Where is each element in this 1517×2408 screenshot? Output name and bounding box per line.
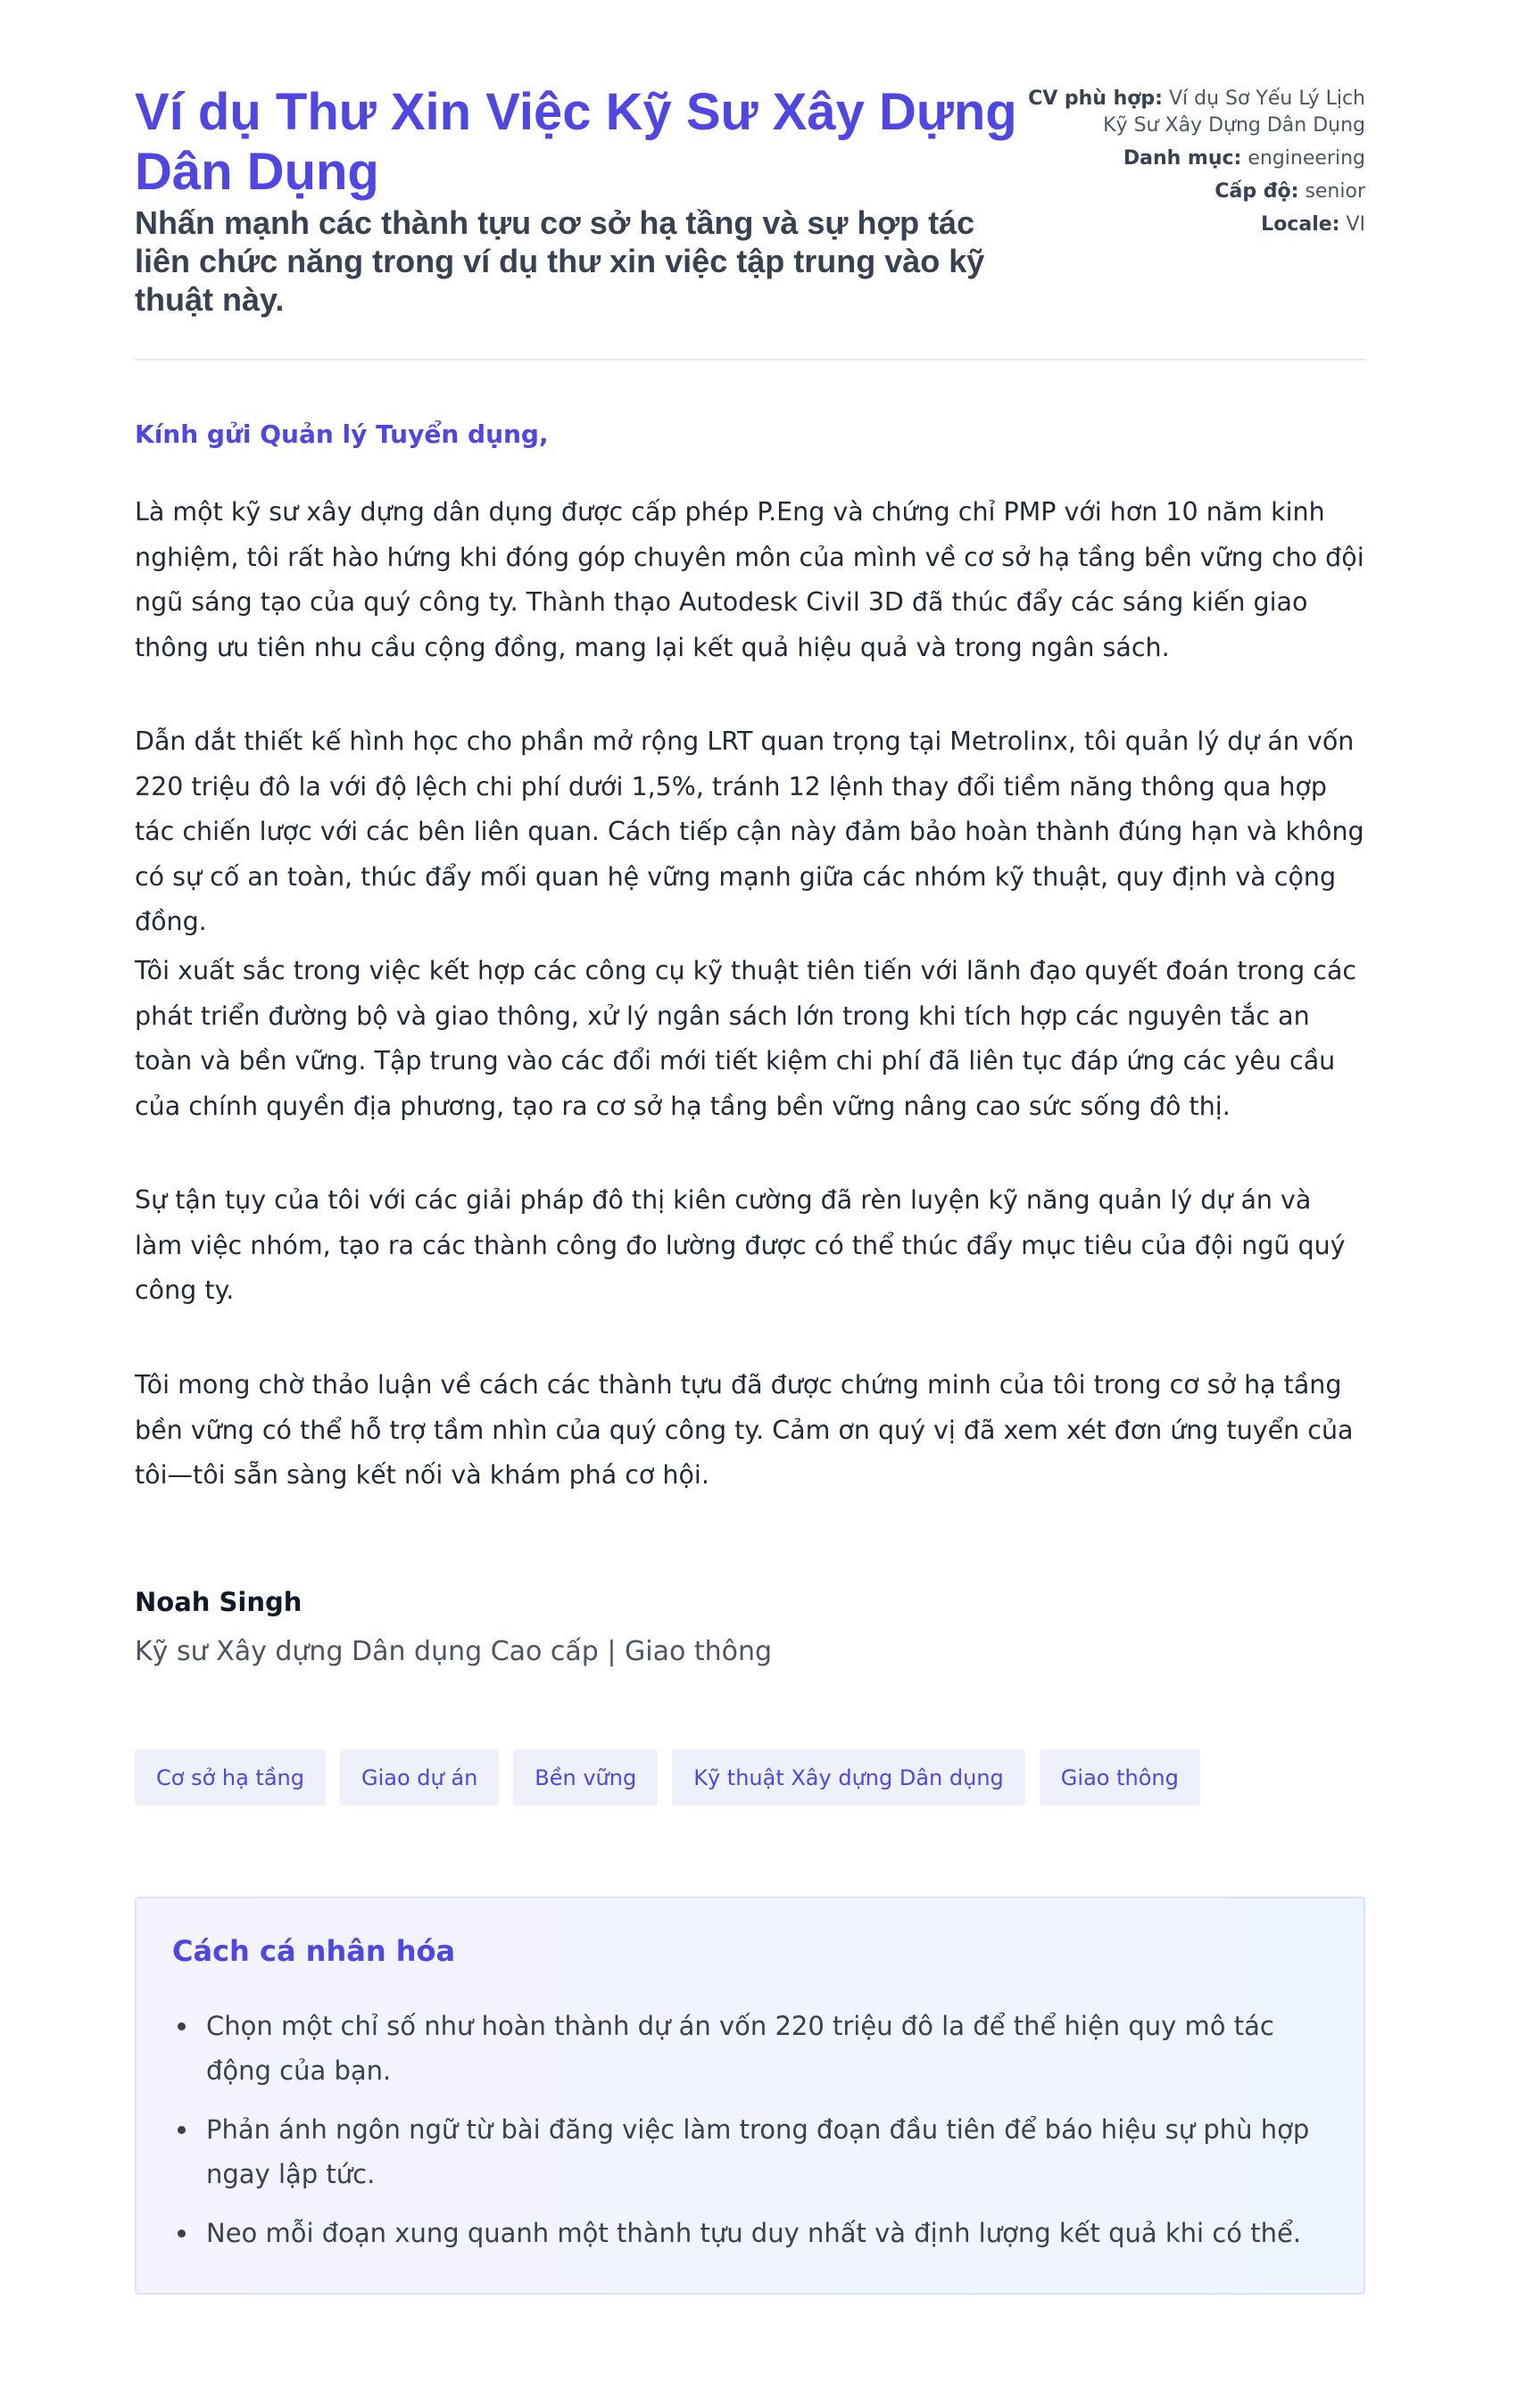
meta-label: CV phù hợp: xyxy=(1028,87,1163,110)
meta-value: engineering xyxy=(1248,147,1365,170)
letter-paragraph: Tôi mong chờ thảo luận về cách các thành tựu đã được chứng minh của tôi trong cơ sở hạ tầng bền vững có thể hỗ trợ tầm nhìn của quý công ty. Cảm ơn quý vị đã xem xét đơn ứng tuyển của tôi—tôi sẵn sàng kết nối và khám phá cơ hội. xyxy=(135,1370,1354,1490)
page-title: Ví dụ Thư Xin Việc Kỹ Sư Xây Dựng Dân Dụng xyxy=(135,83,1017,201)
header xyxy=(135,0,1365,361)
signature-name: Noah Singh xyxy=(135,1587,303,1617)
tips-title: Cách cá nhân hóa xyxy=(172,1934,456,1968)
tag-project-delivery: Giao dự án xyxy=(340,1749,499,1806)
tips-list xyxy=(172,2004,1323,2270)
meta-matching-cv xyxy=(1026,86,1365,139)
tag-infrastructure: Cơ sở hạ tầng xyxy=(135,1749,326,1806)
salutation: Kính gửi Quản lý Tuyển dụng, xyxy=(135,419,549,449)
meta-category xyxy=(1026,145,1365,172)
meta-locale xyxy=(1026,212,1365,238)
letter-paragraph: Là một kỹ sư xây dựng dân dụng được cấp phép P.Eng và chứng chỉ PMP với hơn 10 năm kinh nghiệm, tôi rất hào hứng khi đóng góp chuyên môn của mình về cơ sở hạ tầng bền vững cho đội ngũ sáng tạo của quý công ty. Thành thạo Autodesk Civil 3D đã thúc đẩy các sáng kiến giao thông ưu tiên nhu cầu cộng đồng, mang lại kết quả hiệu quả và trong ngân sách. xyxy=(135,497,1364,662)
meta-label: Locale: xyxy=(1261,213,1340,236)
letter-paragraph: Dẫn dắt thiết kế hình học cho phần mở rộng LRT quan trọng tại Metrolinx, tôi quản lý dự án vốn 220 triệu đô la với độ lệch chi phí dưới 1,5%, tránh 12 lệnh thay đổi tiềm năng thông qua hợp tác chiến lược với các bên liên quan. Cách tiếp cận này đảm bảo hoàn thành đúng hạn và không có sự cố an toàn, thúc đẩy mối quan hệ vững mạnh giữa các nhóm kỹ thuật, quy định và cộng đồng. xyxy=(135,727,1364,936)
meta-value: senior xyxy=(1305,180,1365,203)
tag-transportation: Giao thông xyxy=(1040,1749,1200,1806)
personalization-tips xyxy=(135,1897,1365,2295)
letter-paragraph: Sự tận tụy của tôi với các giải pháp đô thị kiên cường đã rèn luyện kỹ năng quản lý dự án và làm việc nhóm, tạo ra các thành công đo lường được có thể thúc đẩy mục tiêu của đội ngũ quý công ty. xyxy=(135,1185,1346,1305)
tag-list xyxy=(135,1749,1200,1806)
meta-panel xyxy=(1026,86,1365,245)
cover-letter-page xyxy=(135,0,1365,2248)
meta-label: Cấp độ: xyxy=(1214,180,1299,203)
page-subtitle: Nhấn mạnh các thành tựu cơ sở hạ tầng và sự hợp tác liên chức năng trong ví dụ thư xin việc tập trung vào kỹ thuật này. xyxy=(135,204,985,318)
meta-level xyxy=(1026,179,1365,205)
list-item: Chọn một chỉ số như hoàn thành dự án vốn 220 triệu đô la để thể hiện quy mô tác động của bạn. xyxy=(172,2004,1323,2093)
signature-title: Kỹ sư Xây dựng Dân dụng Cao cấp | Giao thông xyxy=(135,1636,773,1667)
meta-value: VI xyxy=(1346,213,1365,236)
letter-paragraph: Tôi xuất sắc trong việc kết hợp các công cụ kỹ thuật tiên tiến với lãnh đạo quyết đoán trong các phát triển đường bộ và giao thông, xử lý ngân sách lớn trong khi tích hợp các nguyên tắc an toàn và bền vững. Tập trung vào các đổi mới tiết kiệm chi phí đã liên tục đáp ứng các yêu cầu của chính quyền địa phương, tạo ra cơ sở hạ tầng bền vững nâng cao sức sống đô thị. xyxy=(135,956,1357,1121)
meta-label: Danh mục: xyxy=(1123,147,1242,170)
tag-sustainability: Bền vững xyxy=(513,1749,658,1806)
list-item: Neo mỗi đoạn xung quanh một thành tựu duy nhất và định lượng kết quả khi có thể. xyxy=(172,2211,1323,2255)
list-item: Phản ánh ngôn ngữ từ bài đăng việc làm trong đoạn đầu tiên để báo hiệu sự phù hợp ngay lập tức. xyxy=(172,2107,1323,2196)
meta-value: Ví dụ Sơ Yếu Lý Lịch Kỹ Sư Xây Dựng Dân Dụng xyxy=(1103,87,1365,137)
tag-civil-engineering: Kỹ thuật Xây dựng Dân dụng xyxy=(672,1749,1025,1806)
